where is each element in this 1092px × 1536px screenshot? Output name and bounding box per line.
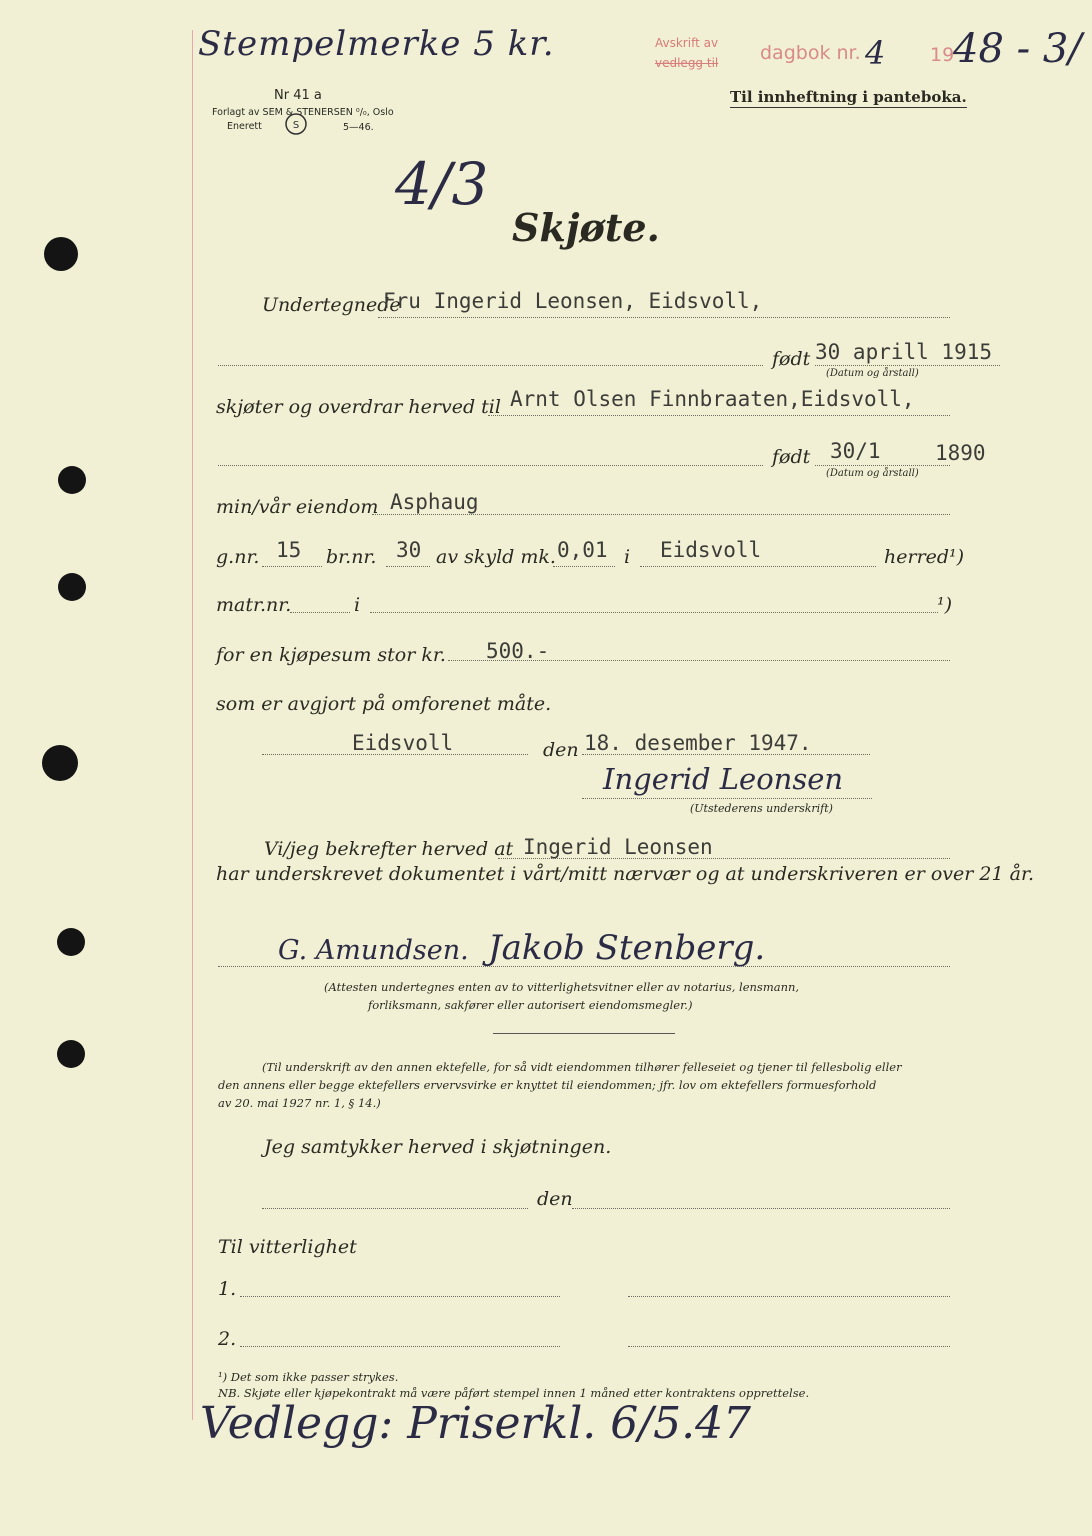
year-prefix: 19 — [930, 44, 955, 66]
brnr-label: br.nr. — [326, 546, 377, 568]
dotted-line — [290, 612, 350, 613]
signature-line — [582, 798, 872, 799]
date-hint: (Datum og årstall) — [826, 368, 919, 379]
skyld-value: 0,01 — [557, 538, 608, 562]
dotted-line — [378, 317, 950, 318]
undertegnede-label: Undertegnede — [262, 294, 401, 316]
skyld-label: av skyld mk. — [436, 546, 556, 568]
margin-line — [192, 30, 193, 1420]
spouse-note-2: den annens eller begge ektefellers ervervsvirke er knyttet til eiendommen; jfr. lov om ektefellers formuesforhold — [218, 1078, 877, 1092]
dotted-line — [218, 365, 763, 366]
publisher-line: Forlagt av SEM & STENERSEN ⁰/₀, Oslo — [212, 107, 394, 118]
publisher-date: 5—46. — [343, 122, 374, 133]
place: Eidsvoll — [352, 731, 454, 755]
municipality: Eidsvoll — [660, 538, 762, 562]
fodt-label-2: født — [772, 446, 811, 468]
matrnr-label: matr.nr. — [216, 594, 292, 616]
gnr-value: 15 — [276, 538, 302, 562]
separator-rule — [493, 1033, 675, 1034]
grantee-birth-date: 30/1 — [830, 439, 881, 463]
form-number: Nr 41 a — [274, 88, 322, 103]
herred-label: herred¹) — [884, 546, 965, 568]
attachment-note: Vedlegg: Priserkl. 6/5.47 — [200, 1398, 752, 1449]
dotted-line — [572, 1208, 950, 1209]
publisher-logo-icon — [283, 111, 309, 141]
grantor-signature: Ingerid Leonsen — [603, 762, 844, 796]
dotted-line — [448, 660, 950, 661]
dotted-line — [628, 1296, 950, 1297]
dotted-line — [582, 754, 870, 755]
fodt-label: født — [772, 348, 811, 370]
dotted-line — [386, 566, 430, 567]
dotted-line — [498, 858, 950, 859]
dagbok-label: dagbok nr. — [760, 42, 861, 64]
dotted-line — [262, 1208, 528, 1209]
witness1-signature: G. Amundsen. — [278, 935, 469, 966]
binder-hole-5 — [57, 928, 85, 956]
kjopesum-label: for en kjøpesum stor kr. — [216, 644, 446, 666]
attest-note-2: forliksmann, sakfører eller autorisert eiendomsmegler.) — [368, 998, 693, 1012]
attest-line2: har underskrevet dokumentet i vårt/mitt nærvær og at underskriveren er over 21 år. — [216, 863, 1034, 885]
footnote-2: NB. Skjøte eller kjøpekontrakt må være påført stempel innen 1 måned etter kontraktens opprettelse. — [218, 1386, 810, 1400]
signature-caption: (Utstederens underskrift) — [690, 802, 833, 815]
witness-number-2: 2. — [218, 1328, 237, 1350]
binder-hole-1 — [44, 237, 78, 271]
i-label: i — [624, 546, 631, 568]
binder-hole-3 — [58, 573, 86, 601]
den-label: den — [543, 739, 579, 761]
binder-hole-6 — [57, 1040, 85, 1068]
matr-i-label: i — [354, 594, 361, 616]
dotted-line — [815, 465, 950, 466]
dotted-line — [372, 514, 950, 515]
dotted-line — [640, 566, 876, 567]
dotted-line — [262, 754, 528, 755]
consent-text: Jeg samtykker herved i skjøtningen. — [264, 1136, 612, 1158]
dotted-line — [218, 465, 763, 466]
price-value: 500.- — [486, 639, 550, 663]
annotation-fraction: 4/3 — [395, 150, 489, 218]
attest-signer: Ingerid Leonsen — [523, 835, 713, 859]
bekrefter-label: Vi/jeg bekrefter herved at — [264, 838, 514, 860]
matr-paren: ¹) — [937, 594, 953, 616]
red-stamp-vedlegg: vedlegg til — [655, 56, 719, 70]
spouse-note-1: (Til underskrift av den annen ektefelle, for så vidt eiendommen tilhører felleseiet og tjener til fellesbolig eller — [262, 1060, 902, 1074]
dotted-line — [815, 365, 1000, 366]
grantor-birth: 30 aprill 1915 — [815, 340, 993, 364]
binding-note: Til innheftning i panteboka. — [730, 88, 967, 106]
stamp-handwriting: Stempelmerke 5 kr. — [198, 24, 555, 64]
dotted-line — [240, 1346, 560, 1347]
publisher-enerett: Enerett — [227, 121, 262, 132]
document-title: Skjøte. — [512, 205, 660, 250]
brnr-value: 30 — [396, 538, 422, 562]
consent-den-label: den — [537, 1188, 573, 1210]
dotted-line — [370, 612, 938, 613]
witness-line — [218, 966, 950, 967]
witness2-signature: Jakob Stenberg. — [488, 928, 766, 968]
dotted-line — [628, 1346, 950, 1347]
date-hint-2: (Datum og årstall) — [826, 468, 919, 479]
dotted-line — [553, 566, 615, 567]
grantor-name: Fru Ingerid Leonsen, Eidsvoll, — [383, 289, 763, 313]
svg-text:S: S — [292, 120, 300, 131]
spouse-note-3: av 20. mai 1927 nr. 1, § 14.) — [218, 1096, 381, 1110]
binder-hole-2 — [58, 466, 86, 494]
dotted-line — [240, 1296, 560, 1297]
eiendom-label: min/vår eiendom — [216, 496, 379, 518]
year-handwritten: 48 - 3/ — [953, 26, 1082, 72]
attest-note-1: (Attesten undertegnes enten av to vitterlighetsvitner eller av notarius, lensmann, — [324, 980, 800, 994]
grantee-birth-year: 1890 — [935, 441, 986, 465]
witness-number-1: 1. — [218, 1278, 237, 1300]
gnr-label: g.nr. — [216, 546, 260, 568]
dotted-line — [262, 566, 322, 567]
witness-heading: Til vitterlighet — [218, 1236, 357, 1258]
avgjort-text: som er avgjort på omforenet måte. — [216, 693, 552, 715]
footnote-1: ¹) Det som ikke passer strykes. — [218, 1370, 399, 1384]
skjoter-label: skjøter og overdrar herved til — [216, 396, 501, 418]
grantee-name: Arnt Olsen Finnbraaten,Eidsvoll, — [510, 387, 915, 411]
deed-date: 18. desember 1947. — [584, 731, 812, 755]
dotted-line — [488, 415, 950, 416]
dagbok-number: 4 — [865, 34, 886, 72]
red-stamp-avskrift: Avskrift av — [655, 36, 719, 50]
binder-hole-4 — [42, 745, 78, 781]
property-name: Asphaug — [390, 490, 479, 514]
